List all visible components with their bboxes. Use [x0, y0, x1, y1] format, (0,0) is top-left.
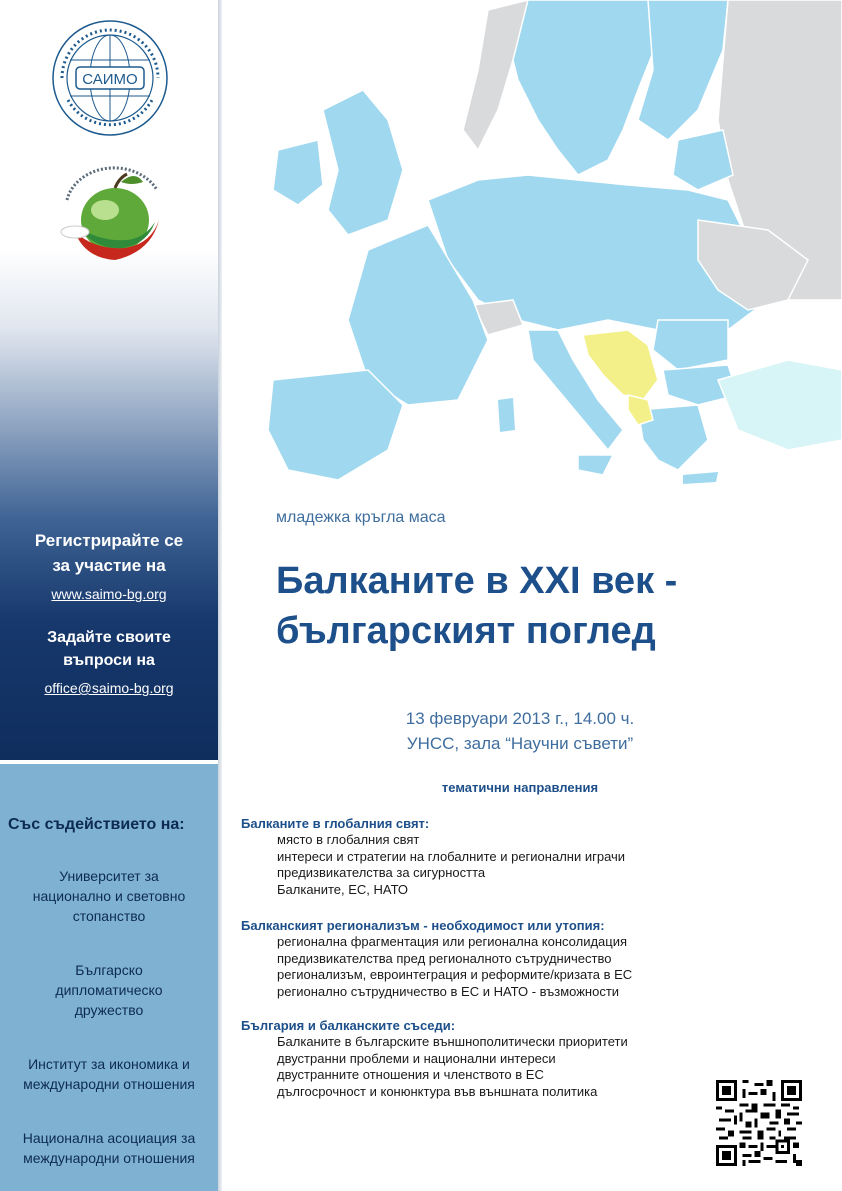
registration-block	[0, 528, 218, 698]
event-title-line-2: българският поглед	[276, 610, 656, 652]
partner-line: международни отношения	[23, 1150, 195, 1166]
topic-item: интереси и стратегии на глобалните и регионални играчи	[277, 848, 626, 864]
partner-line: национално и световно	[32, 888, 186, 904]
event-date-venue	[300, 706, 740, 756]
partners-title: Със съдействието на:	[8, 816, 185, 833]
partner-line: международни отношения	[23, 1076, 195, 1092]
topic-item: двустранни проблеми и национални интереси	[277, 1050, 556, 1066]
partner-national-association	[0, 1128, 218, 1168]
event-title	[276, 556, 836, 656]
saimo-logo-text: САИМО	[82, 71, 138, 88]
europe-map	[228, 0, 842, 490]
email-link[interactable]: office@saimo-bg.org	[44, 680, 174, 696]
partner-line: дружество	[74, 1002, 144, 1018]
qr-code[interactable]	[716, 1080, 802, 1166]
topic-section-title: България и балканските съседи:	[241, 1018, 456, 1033]
questions-line-2: въпроси на	[63, 652, 155, 669]
partner-line: Университет за	[59, 868, 159, 884]
saimo-logo	[50, 18, 170, 138]
topic-item: Балканите, ЕС, НАТО	[277, 881, 409, 897]
topic-section-global	[241, 816, 681, 898]
partner-line: дипломатическо	[55, 982, 163, 998]
topic-section-neighbours	[241, 1018, 681, 1100]
topic-item: предизвикателства за сигурността	[277, 865, 486, 880]
partner-line: стопанство	[72, 908, 146, 924]
topic-section-title: Балканите в глобалния свят:	[241, 816, 430, 831]
topic-item: дългосрочност и конюнктура във външната политика	[277, 1083, 598, 1099]
partner-line: Българско	[75, 962, 143, 978]
partner-line: Национална асоциация за	[22, 1130, 196, 1146]
event-venue: УНСС, зала “Научни съвети”	[406, 734, 634, 753]
partner-line: Институт за икономика и	[28, 1056, 190, 1072]
topic-item: двустранните отношения и членството в ЕС	[277, 1067, 544, 1082]
topic-item: предизвикателства пред регионалното сътрудничество	[277, 950, 612, 966]
diplomatic-club-logo	[55, 160, 170, 265]
event-title-line-1: Балканите в XXI век -	[276, 560, 678, 602]
partner-diplomatic-society	[0, 960, 218, 1020]
topic-item: Балканите в българските външнополитически приоритети	[277, 1034, 628, 1049]
partner-institute	[0, 1054, 218, 1094]
topic-item: регионална фрагментация или регионална консолидация	[277, 934, 628, 949]
topic-section-title: Балканският регионализъм - необходимост или утопия:	[241, 918, 605, 933]
register-line-1: Регистрирайте се	[34, 531, 184, 550]
event-date: 13 февруари 2013 г., 14.00 ч.	[405, 709, 635, 728]
topics-heading: тематични направления	[441, 780, 599, 795]
questions-line-1: Задайте своите	[47, 629, 171, 646]
sidebar-divider	[218, 0, 222, 1191]
topic-item: регионално сътрудничество в ЕС и НАТО - възможности	[277, 983, 620, 999]
topic-section-regionalism	[241, 918, 681, 1000]
website-link[interactable]: www.saimo-bg.org	[51, 586, 167, 602]
register-line-2: за участие на	[52, 556, 166, 575]
event-subtitle: младежка кръгла маса	[276, 509, 446, 526]
partner-unss	[0, 866, 218, 926]
topic-item: място в глобалния свят	[277, 832, 420, 847]
topic-item: регионализъм, евроинтеграция и реформите/кризата в ЕС	[277, 967, 633, 982]
